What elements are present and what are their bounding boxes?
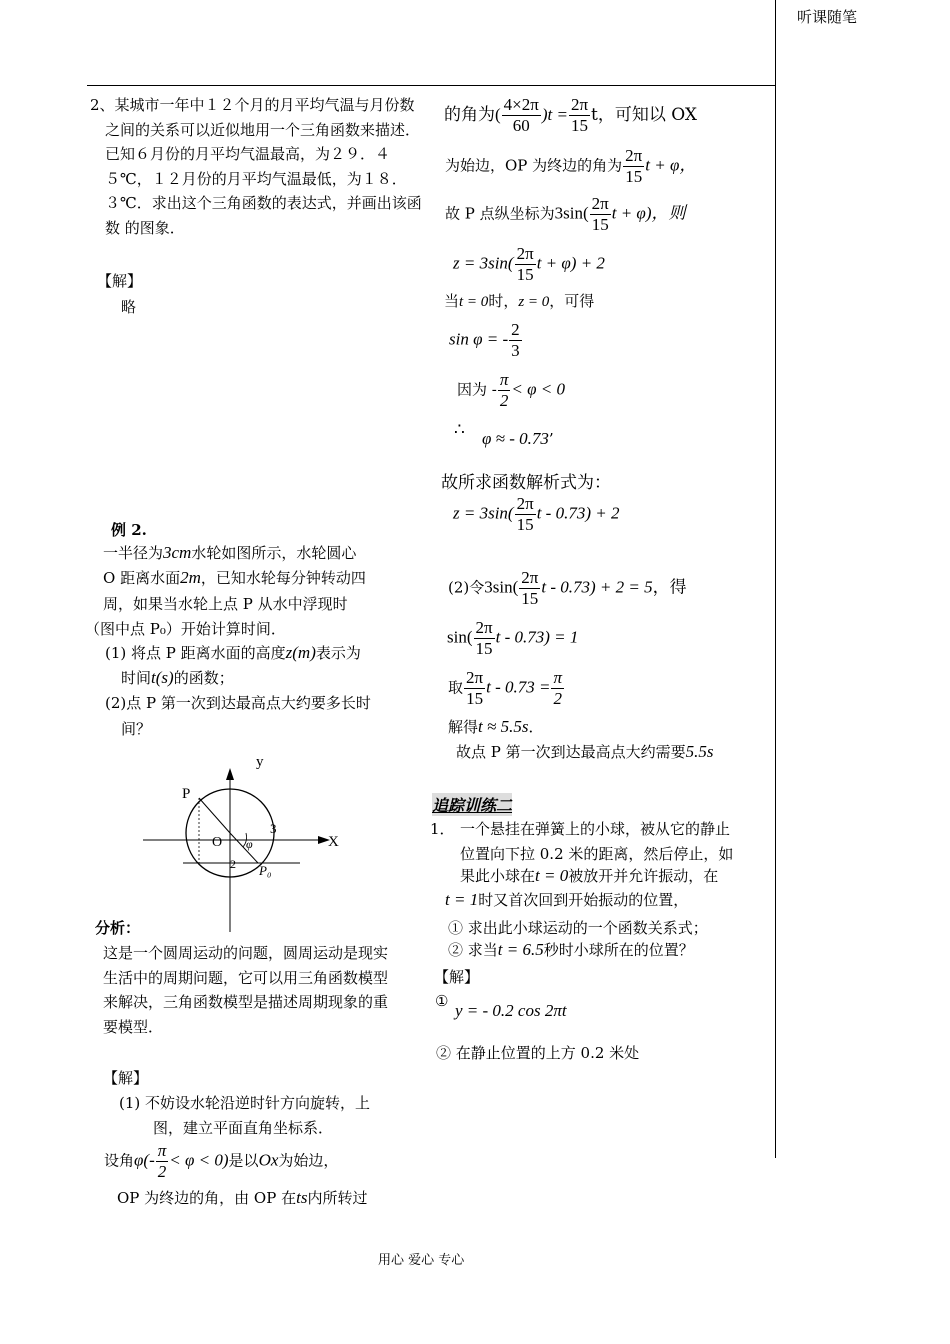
y-axis-arrow — [226, 768, 234, 780]
example-2-line3: 周，如果当水轮上点 P 从水中浮现时 — [103, 595, 348, 613]
question-2-jie: 【解】 — [97, 272, 143, 290]
example-2-title: 例 2. — [111, 521, 147, 539]
example-2-line2: O 距离水面2m，已知水轮每分钟转动四 — [103, 568, 366, 587]
waterwheel-figure — [140, 750, 350, 935]
tracking-q1-line2: 位置向下拉 0.2 米的距离，然后停止，如 — [460, 845, 734, 863]
example-2-q2-cont: 间？ — [121, 720, 152, 738]
answer-2: ② 在静止位置的上方 0.2 米处 — [436, 1044, 640, 1062]
solution-1a: (1) 不妨设水轮沿逆时针方向旋转，上 — [119, 1094, 371, 1112]
tracking-q1-line1: 一个悬挂在弹簧上的小球，被从它的静止 — [460, 820, 731, 838]
conclusion: 故点 P 第一次到达最高点大约需要5.5s — [456, 742, 714, 761]
p-ordinate: 故 P 点纵坐标为3sin( $\frac{2\pi}{15}$ t + φ)，则 — [445, 194, 686, 234]
solution-1b: 图，建立平面直角坐标系． — [153, 1119, 334, 1137]
z-formula-2: z = 3sin( $\frac{2\pi}{15}$ t - 0.73) + 2 — [453, 494, 620, 534]
therefore-symbol: ∴ — [454, 420, 465, 440]
radius-op — [199, 798, 230, 833]
tracking-q1-line4: t = 1时又首次回到开始振动的位置， — [445, 890, 689, 909]
sin-equation: sin( $\frac{2\pi}{15}$ t - 0.73) = 1 — [447, 618, 579, 658]
example-2-line1: 一半径为3cm水轮如图所示，水轮圆心 — [103, 543, 357, 562]
example-2-q1-cont: 时间t(s)的函数； — [121, 668, 234, 687]
op-terminal: OP 为终边的角，由 OP 在ts内所转过 — [117, 1188, 368, 1207]
part-2-equation: (2)令3sin( $\frac{2\pi}{15}$ t - 0.73) + 2 = 5，得 — [448, 568, 687, 608]
height-label: 2 — [230, 857, 236, 871]
solve-result: 解得t ≈ 5.5s． — [448, 717, 544, 736]
phi-label: φ — [246, 837, 253, 851]
top-rule — [87, 85, 775, 86]
example-2-q1: (1) 将点 P 距离水面的高度z(m)表示为 — [105, 643, 361, 662]
phi-value: φ ≈ - 0.73’ — [482, 429, 554, 448]
x-label: X — [328, 834, 339, 850]
sin-phi: sin φ = - $\frac{2}{3}$ — [449, 320, 520, 360]
tracking-q1-number: 1． — [430, 820, 455, 838]
analysis-title: 分析： — [95, 919, 141, 937]
set-angle: 设角φ(- $\frac{\pi}{2}$ < φ < 0)是以Ox为始边， — [104, 1141, 339, 1181]
tracking-q1-line3: 果此小球在t = 0被放开并允许振动，在 — [460, 866, 719, 885]
tracking-jie: 【解】 — [434, 968, 480, 986]
o-label: O — [212, 835, 223, 850]
example-2-q2: (2)点 P 第一次到达最高点大约要多长时 — [105, 694, 371, 712]
tracking-sub1: ① 求出此小球运动的一个函数关系式； — [448, 919, 708, 937]
side-note: 听课随笔 — [797, 8, 858, 26]
analysis-text: 这是一个圆周运动的问题，圆周运动是现实生活中的周期问题，它可以用三角函数模型来解决，三角函数模型是描述周期现象的重要模型． — [103, 944, 389, 1036]
tracking-sub2: ② 求当t = 6.5秒时小球所在的位置？ — [448, 940, 694, 959]
when-t-zero: 当t = 0时，z = 0，可得 — [444, 292, 595, 310]
p-label: P — [182, 786, 191, 802]
function-title: 故所求函数解析式为： — [441, 473, 611, 493]
page-footer: 用心 爱心 专心 — [378, 1253, 465, 1268]
example-2-line4: （图中点 P₀）开始计算时间． — [85, 620, 286, 638]
answer-1-marker: ① — [435, 992, 449, 1010]
because-range: 因为 - $\frac{\pi}{2}$ < φ < 0 — [457, 370, 565, 410]
take-equation: 取 $\frac{2\pi}{15}$ t - 0.73 = $\frac{\pi}{2}$ — [448, 668, 562, 708]
z-formula-1: z = 3sin( $\frac{2\pi}{15}$ t + φ) + 2 — [453, 244, 605, 284]
y-label: y — [256, 754, 264, 770]
question-2-lue: 略 — [121, 298, 137, 316]
question-2: 2、某城市一年中１２个月的月平均气温与月份数之间的关系可以近似地用一个三角函数来描述．已知６月份的月平均气温最高，为２９．４５℃，１２月份的月平均气温最低，为１８．３℃．求出这个三角函数的表达式，并画出该函数 的图象． — [90, 96, 422, 237]
solution-jie: 【解】 — [103, 1069, 149, 1087]
p0-label: P₀ — [259, 863, 272, 878]
tracking-title: 追踪训练二 — [432, 793, 512, 816]
radius-label: 3 — [270, 821, 277, 836]
terminal-angle: 为始边，OP 为终边的角为 $\frac{2\pi}{15}$ t + φ， — [445, 146, 697, 186]
answer-1-formula: y = - 0.2 cos 2πt — [455, 1001, 567, 1020]
margin-rule — [775, 0, 776, 1158]
angle-expression: 的角为( $\frac{4\times 2\pi}{60}$ )t = $\frac{2\pi}{15}$ t，可知以 OX — [444, 95, 698, 135]
